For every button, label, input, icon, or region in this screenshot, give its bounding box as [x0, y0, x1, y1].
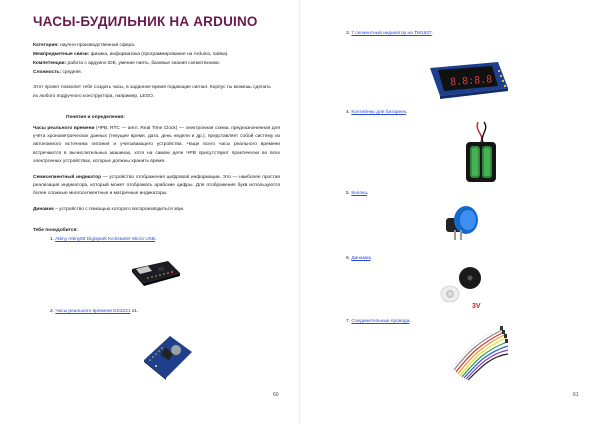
right-page: [300, 0, 600, 424]
battery-holder-image: [456, 120, 506, 186]
list-item-wires: 7. Соединительные провода.: [346, 319, 411, 324]
push-button-image: [442, 200, 484, 244]
display-module-image: [428, 58, 510, 102]
rtc-module-image: [140, 330, 196, 382]
button-link[interactable]: Кнопка: [351, 191, 367, 196]
buzzer-voltage-label: 3V: [472, 303, 481, 310]
page-title: ЧАСЫ-БУДИЛЬНИК НА ARDUINO: [33, 14, 258, 29]
page-number-right: 61: [573, 392, 579, 398]
list-item-digispark: 1. Attiny Attiny85 Digispark Kickstarter Micro USB.: [50, 237, 157, 242]
need-heading: Тебе понадобится:: [33, 228, 78, 233]
list-item-rtc: 2. Часы реального времени DS3231 x1.: [50, 309, 139, 314]
meta-interdisciplinary: Межпредметные связи: физика, информатика (программирование на Arduino, пайка).: [33, 52, 229, 57]
intro-line-2: из любого подручного конструктора, например, LEGO.: [33, 94, 155, 99]
jumper-wires-image: [450, 324, 512, 382]
buzzer-image: [434, 264, 490, 312]
rtc-definition: Часы реального времени (ЧРВ, RTC — англ. Real Time Clock) — электронная схема, предназначенная для учёта хронометрических данных (текущее время, дата, день недели и др.), представляет собой систему из автономного источника питания и учитывающего устройства. Чаще всего часы реального времени встречаются в вычислительных машинах, хотя на самом деле ЧРВ присутствуют практически во всех электронных устройствах, которые должны хранить время.: [33, 126, 281, 164]
list-item-speaker: 6. Динамик.: [346, 256, 373, 261]
list-item-battery: 4. Контейнер для батареек.: [346, 110, 408, 115]
seven-segment-definition: Семисегментный индикатор — устройство отображения цифровой информации. Это — наиболее простая реализация индикатора, который может отображать арабские цифры. Для отображения букв используются более сложные многосегментные и матричные индикаторы.: [33, 175, 280, 197]
meta-competencies: Компетенции: работа с ардуино IDE, умение паять, базовые знания схемотехники.: [33, 61, 220, 66]
battery-link[interactable]: Контейнер для батареек: [351, 110, 406, 115]
speaker-link[interactable]: Динамик: [351, 256, 371, 261]
digispark-image: [128, 257, 184, 293]
wires-link[interactable]: Соединительные провода: [351, 319, 410, 324]
rtc-link[interactable]: Часы реального времени DS3231: [55, 309, 131, 314]
concepts-heading: Понятия и определения:: [66, 115, 125, 120]
page-number-left: 60: [273, 392, 279, 398]
list-item-display: 3. 7 сегментный индикатор на TM1637.: [346, 31, 434, 36]
meta-difficulty: Сложность: средняя.: [33, 70, 82, 75]
meta-category: Категория: научно-производственная сфера.: [33, 43, 136, 48]
list-item-button: 5. Кнопка.: [346, 191, 369, 196]
speaker-definition: Динамик – устройство с помощью которого воспроизводиться звук.: [33, 207, 185, 212]
digispark-link[interactable]: Attiny Attiny85 Digispark Kickstarter Micro USB: [55, 237, 156, 242]
display-link[interactable]: 7 сегментный индикатор на TM1637: [351, 31, 432, 36]
display-digits: 8.8:8.8: [449, 74, 493, 89]
intro-line-1: Этот проект позволит тебе создать часы, в заданное время подающие сигнал. Корпус ты можешь сделать: [33, 85, 271, 90]
